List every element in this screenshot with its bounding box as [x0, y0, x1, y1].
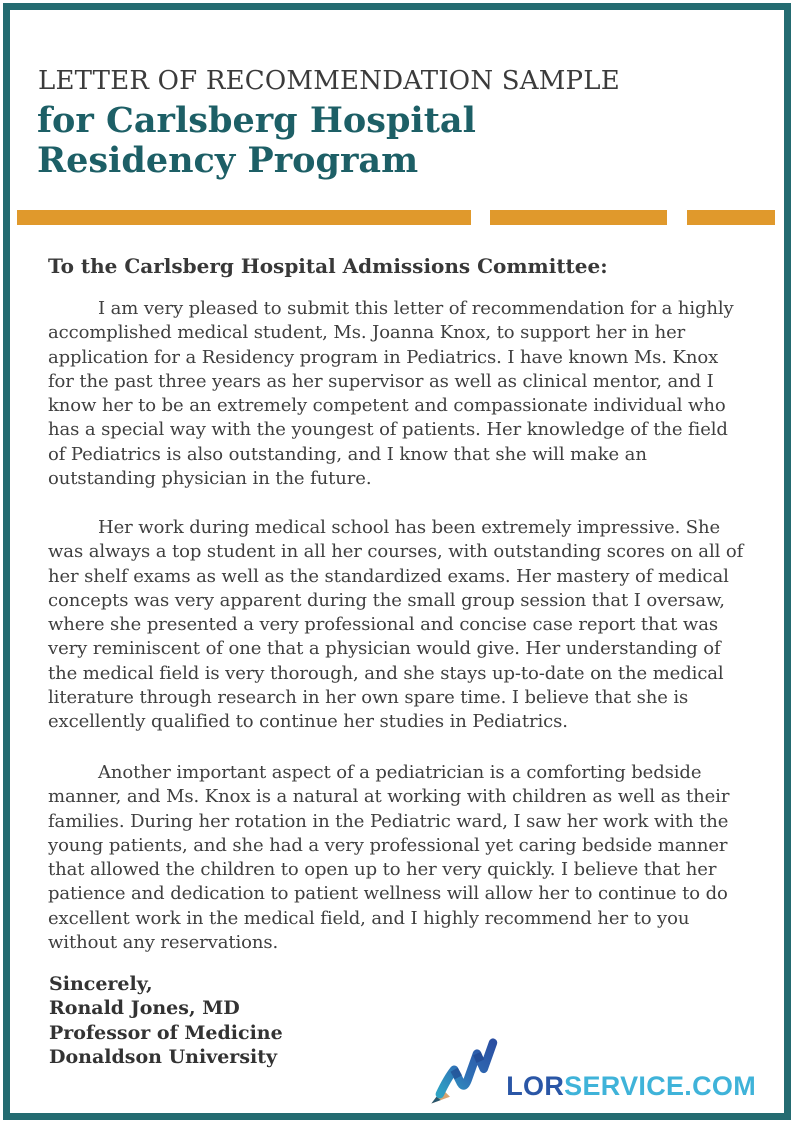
signature-institution: Donaldson University — [49, 1045, 278, 1068]
brand-suffix: SERVICE.COM — [564, 1071, 756, 1101]
letter-paragraph: Another important aspect of a pediatrician is a comforting bedside manner, and Ms. Knox is a natural at working with children as well as their families. During her rotation in the Pediatric ward, I saw her work with the young patients, and she had a very professional yet caring bedside manner that allowed the children to open up to her very quickly. I believe that her patience and dedication to patient wellness will allow her to continue to do excellent work in the medical field, and I highly recommend her to you without any reservations. — [48, 762, 730, 954]
letter-paragraph: I am very pleased to submit this letter of recommendation for a highly accomplished medical student, Ms. Joanna Knox, to support her in her application for a Residency program in Pediatrics. I have known Ms. Knox for the past three years as her supervisor as well as clinical mentor, and I know her to be an extremely competent and compassionate individual who has a special way with the youngest of patients. Her knowledge of the field of Pediatrics is also outstanding, and I know that she will make an outstanding physician in the future. — [48, 298, 734, 490]
brand-prefix: LOR — [506, 1071, 565, 1101]
kicker-heading: LETTER OF RECOMMENDATION SAMPLE — [38, 66, 620, 96]
signature-title: Professor of Medicine — [49, 1021, 283, 1044]
accent-bar-long — [17, 210, 471, 225]
letter-paragraph: Her work during medical school has been extremely impressive. She was always a top student in all her courses, with outstanding scores on all of her shelf exams as well as the standardized exams. Her mastery of medical concepts was very apparent during the small group session that I oversaw, where she presented a very professional and concise case report that was very reminiscent of one that a physician would give. Her understanding of the medical field is very thorough, and she stays up-to-date on the medical literature through research in her own spare time. I believe that she is excellently qualified to continue her studies in Pediatrics. — [48, 517, 744, 733]
salutation: To the Carlsberg Hospital Admissions Committee: — [48, 254, 608, 278]
signature-name: Ronald Jones, MD — [49, 997, 240, 1020]
pencil-scribble-icon — [428, 1030, 504, 1106]
page-title-line-1: for Carlsberg Hospital — [37, 100, 476, 141]
accent-bar-short — [687, 210, 775, 225]
accent-divider-bars — [17, 210, 775, 225]
page-title-line-2: Residency Program — [37, 140, 419, 181]
closing-line: Sincerely, — [49, 973, 153, 995]
signature-block — [49, 972, 283, 1069]
lorservice-logo[interactable] — [428, 1030, 756, 1106]
accent-bar-medium — [490, 210, 667, 225]
brand-wordmark — [506, 1073, 756, 1100]
page-title — [37, 101, 476, 181]
